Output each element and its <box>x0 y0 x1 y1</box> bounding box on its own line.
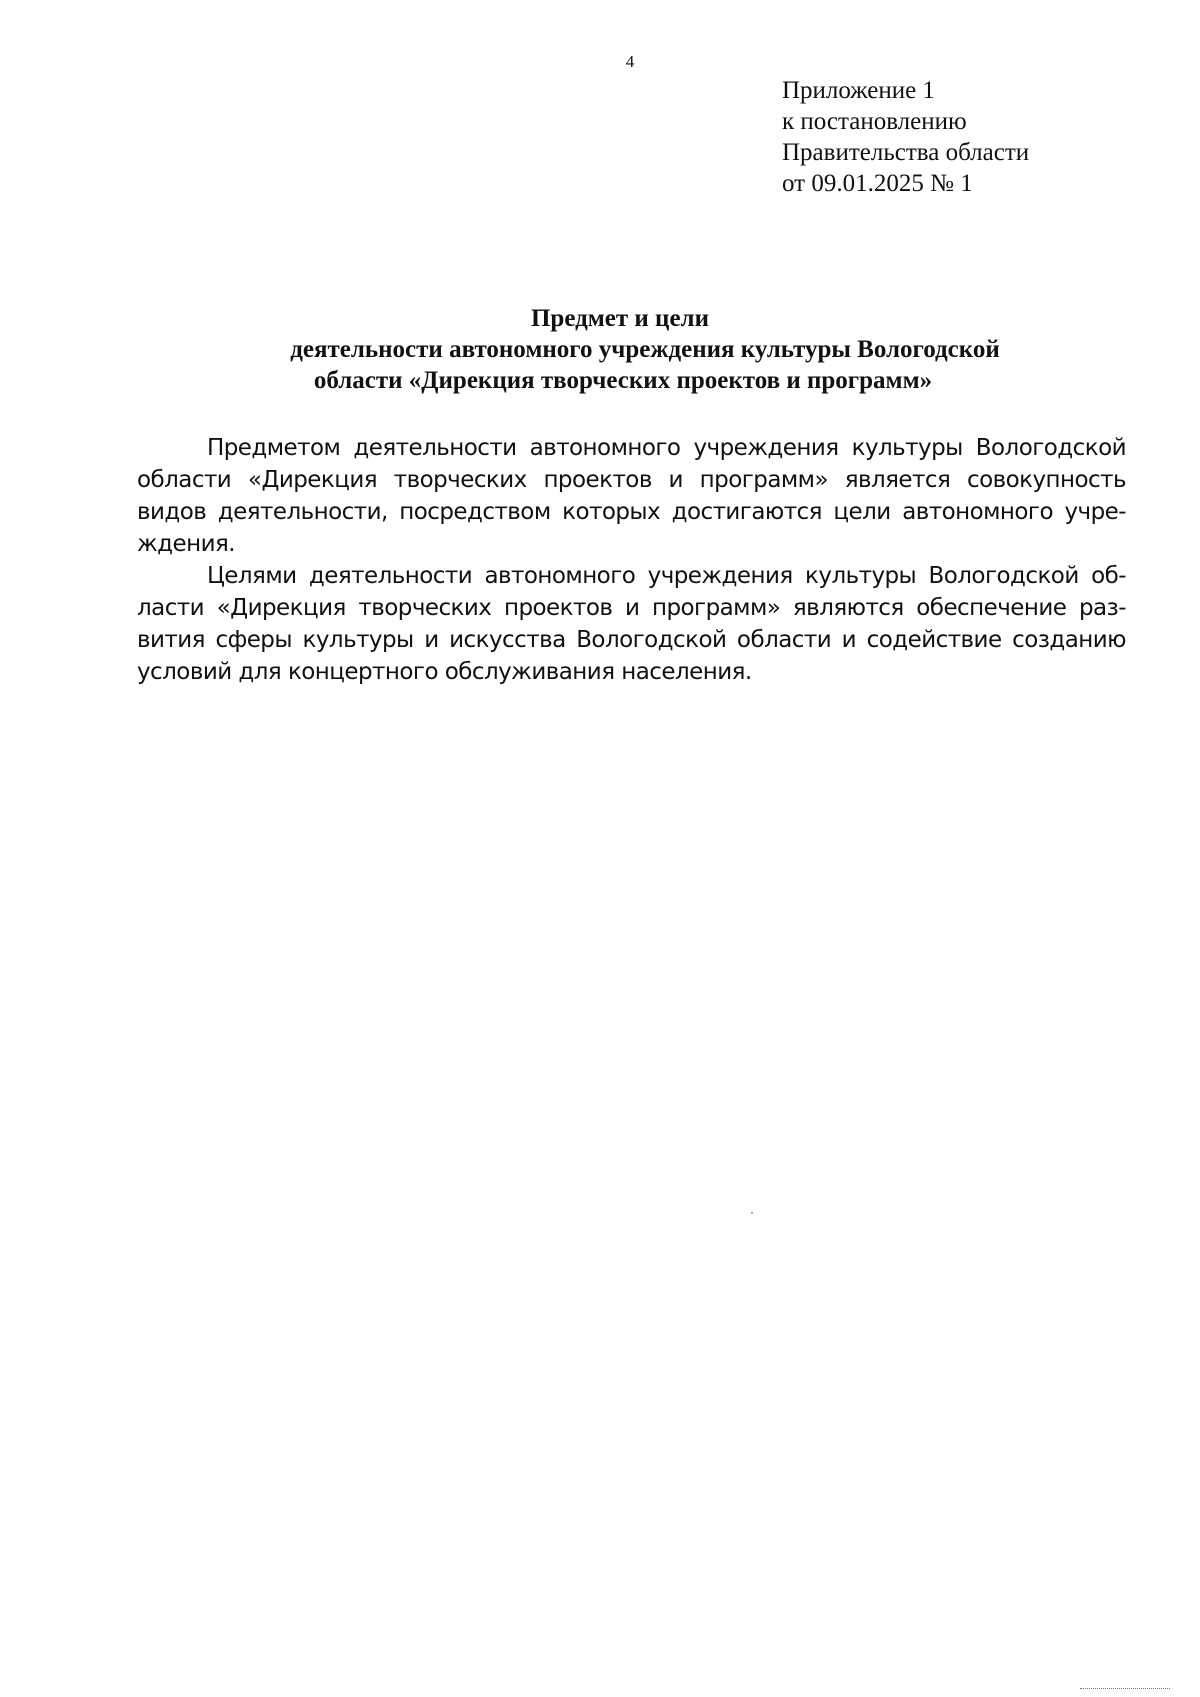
title-line-1: Предмет и цели <box>530 305 709 332</box>
appendix-block <box>782 75 1029 199</box>
scan-speck <box>751 1212 753 1214</box>
appendix-line-1: Приложение 1 <box>782 77 935 104</box>
scan-edge-mark <box>1080 1688 1170 1692</box>
appendix-line-4: от 09.01.2025 № 1 <box>782 170 973 197</box>
appendix-line-3: Правительства области <box>782 139 1030 166</box>
appendix-line-2: к постановлению <box>782 108 967 135</box>
document-title <box>0 303 1200 396</box>
paragraph-goals: Целями деятельности автономного учреждения культуры Вологодской об-ласти «Дирекция творческих проектов и программ» являются обеспечение раз-вития сферы культуры и искусства Вологодской области и содействие созданию условий для концертного обслуживания населения. <box>137 563 1126 685</box>
title-line-2: деятельности автономного учреждения культуры Вологодской <box>290 336 1000 363</box>
page-number: 4 <box>625 52 635 71</box>
paragraph-subject: Предметом деятельности автономного учреждения культуры Вологодской области «Дирекция творческих проектов и программ» является совокупность видов деятельности, посредством которых достигаются цели автономного учре-ждения. <box>137 435 1126 557</box>
document-body <box>137 432 1126 688</box>
title-line-3: области «Дирекция творческих проектов и программ» <box>313 367 933 394</box>
